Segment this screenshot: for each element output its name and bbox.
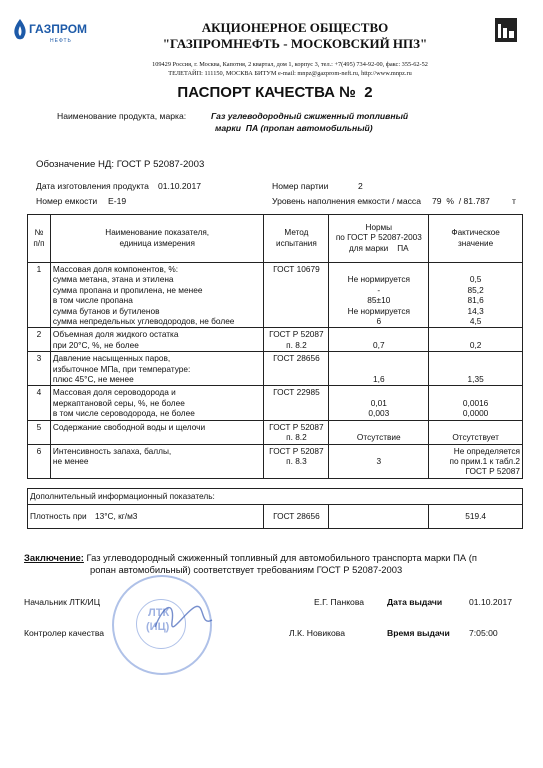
signature-scribble: [150, 592, 220, 642]
refinery-icon: [495, 18, 517, 42]
row-method: [264, 420, 329, 444]
cell-text: в том числе пропана: [52, 295, 133, 306]
stamp-text-2: (ИЦ): [146, 621, 170, 633]
cell-text: Интенсивность запаха, баллы,: [52, 445, 172, 456]
row-num: 6: [28, 444, 51, 478]
row-norm: [329, 263, 429, 328]
cell-text: плюс 45°С, не менее: [52, 374, 134, 385]
cell-text: [431, 353, 520, 363]
cell-text: Не определяется: [453, 445, 520, 456]
row-actual: [429, 444, 523, 478]
fill-level-value: 79 % / 81.787: [432, 196, 490, 206]
cell-text: ГОСТ 22985: [273, 387, 320, 398]
cell-text: [331, 329, 426, 339]
row-method: [264, 444, 329, 478]
conclusion-text-line2: ропан автомобильный) соответствует требованиям ГОСТ Р 52087-2003: [90, 564, 403, 575]
cell-text: ГОСТ Р 52087: [269, 445, 324, 456]
extra-info-row: [28, 488, 523, 504]
head-label: Начальник ЛТК/ИЦ: [24, 597, 101, 607]
cell-text: ГОСТ 10679: [273, 264, 320, 274]
cell-text: Массовая доля сероводорода и: [52, 387, 176, 398]
cell-text: 1,6: [373, 374, 385, 385]
cell-text: [331, 446, 426, 456]
cell-text: 81,6: [467, 295, 484, 306]
row-method: [264, 386, 329, 420]
cell-text: п. 8.2: [286, 339, 307, 350]
row-name: [50, 444, 264, 478]
table-row: [28, 386, 523, 420]
standard-designation: Обозначение НД: ГОСТ Р 52087-2003: [36, 159, 205, 170]
quality-table: [27, 214, 523, 529]
issue-time-value: 7:05:00: [469, 628, 498, 638]
cell-text: 0,5: [469, 274, 482, 285]
header-cell-text: Метод: [284, 228, 309, 238]
cell-text: п. 8.3: [286, 455, 307, 466]
fill-level-unit: т: [512, 196, 516, 206]
density-value: 519.4: [429, 504, 523, 528]
header-cell-text: для марки ПА: [349, 243, 409, 253]
cell-text: 85,2: [467, 284, 484, 295]
row-num: 1: [28, 263, 51, 328]
cell-text: [331, 353, 426, 363]
cell-text: [331, 422, 426, 432]
company-logo: [10, 18, 92, 48]
cell-text: [431, 422, 520, 432]
address-line2: ТЕЛЕТАЙП: 111150, МОСКВА БИТУМ e-mail: mnpz@gazprom-neft.ru, http://www.mnpz.ru: [168, 70, 412, 77]
cell-text: Не нормируется: [347, 274, 410, 285]
row-method: [264, 263, 329, 328]
table-row: [28, 444, 523, 478]
batch-number-label: Номер партии: [272, 181, 329, 191]
address-line1: 109429 Россия, г. Москва, Капотня, 2 квартал, дом 1, корпус 3, тел.: +7(495) 734-92-00, факс: 355-62-52: [152, 61, 428, 68]
conclusion-label: Заключение:: [24, 552, 84, 563]
cell-text: [331, 264, 426, 274]
header-method: [264, 215, 329, 263]
header-cell-text: п/п: [33, 238, 45, 248]
cell-text: избыточное МПа, при температуре:: [52, 363, 191, 374]
cell-text: [331, 387, 426, 397]
cell-text: сумма метана, этана и этилена: [52, 274, 174, 285]
production-date-value: 01.10.2017: [158, 181, 202, 191]
cell-text: -: [377, 284, 381, 295]
table-spacer-row: [28, 478, 523, 488]
controller-label: Контролер качества: [24, 628, 105, 638]
cell-text: 0,01: [370, 397, 387, 408]
header-name: [50, 215, 264, 263]
extra-info-label: Дополнительный информационный показатель:: [28, 488, 523, 504]
company-name-line2: "ГАЗПРОМНЕФТЬ - МОСКОВСКИЙ НПЗ": [162, 36, 428, 51]
cell-text: Не нормируется: [347, 305, 410, 316]
table-row: [28, 420, 523, 444]
head-name: Е.Г. Панкова: [314, 597, 365, 607]
row-actual: [429, 420, 523, 444]
refinery-emblem: [495, 18, 517, 42]
cell-text: [431, 364, 520, 374]
cell-text: 14,3: [467, 305, 484, 316]
row-name: [50, 328, 264, 352]
table-row: [28, 352, 523, 386]
row-norm: [329, 328, 429, 352]
cell-text: ГОСТ 28656: [273, 353, 320, 364]
product-value-line2: марки ПА (пропан автомобильный): [215, 123, 373, 133]
header-cell-text: Фактическое: [451, 228, 500, 238]
density-norm: [329, 504, 429, 528]
header-cell-text: Наименование показателя,: [105, 228, 210, 238]
density-label-suffix: °С, кг/м3: [104, 511, 138, 522]
row-method: [264, 352, 329, 386]
header-cell-text: по ГОСТ Р 52087-2003: [335, 233, 422, 243]
header-actual: [429, 215, 523, 263]
cell-text: при 20°С, %, не более: [52, 339, 139, 350]
cell-text: [431, 329, 520, 339]
row-num: 2: [28, 328, 51, 352]
density-method: ГОСТ 28656: [264, 504, 329, 528]
row-num: 3: [28, 352, 51, 386]
cell-text: меркаптановой серы, %, не более: [52, 397, 185, 408]
cell-text: 0,003: [368, 408, 390, 419]
header-cell-text: единица измерения: [119, 238, 195, 248]
stamp-text-1: ЛТК: [148, 607, 170, 619]
conclusion: [24, 552, 529, 576]
cell-text: 0,0000: [462, 408, 489, 419]
cell-text: Давление насыщенных паров,: [52, 353, 171, 364]
controller-name: Л.К. Новикова: [289, 628, 346, 638]
row-name: [50, 420, 264, 444]
row-actual: [429, 328, 523, 352]
cell-text: ГОСТ Р 52087: [269, 421, 324, 432]
product-value-line1: Газ углеводородный сжиженный топливный: [211, 111, 409, 121]
header-norm: [329, 215, 429, 263]
table-header-row: [28, 215, 523, 263]
row-name: [50, 386, 264, 420]
cell-text: 6: [376, 316, 382, 327]
logo-subtext: НЕФТЬ: [50, 38, 72, 44]
header-cell-text: испытания: [276, 238, 317, 248]
cell-text: по прим.1 к табл.2: [449, 455, 520, 466]
cell-text: Отсутствует: [452, 432, 499, 443]
cell-text: Массовая доля компонентов, %:: [52, 264, 179, 274]
density-label-prefix: Плотность при: [30, 511, 87, 522]
tank-number-label: Номер емкости: [36, 196, 98, 206]
cell-text: Содержание свободной воды и щелочи: [52, 421, 206, 432]
company-name-line1: АКЦИОНЕРНОЕ ОБЩЕСТВО: [201, 20, 389, 35]
issue-date-value: 01.10.2017: [469, 597, 513, 607]
product-label: Наименование продукта, марка:: [57, 111, 187, 121]
density-temperature: 13: [94, 511, 105, 522]
cell-text: Отсутствие: [356, 432, 401, 443]
fill-level-label: Уровень наполнения емкости / масса: [272, 196, 421, 206]
row-name: [50, 263, 264, 328]
cell-text: 0,0016: [462, 397, 489, 408]
table-row: [28, 263, 523, 328]
cell-text: ГОСТ Р 52087: [269, 329, 324, 340]
table-row: [28, 328, 523, 352]
cell-text: сумма пропана и пропилена, не менее: [52, 284, 203, 295]
header-cell-text: Нормы: [365, 222, 393, 232]
row-method: [264, 328, 329, 352]
flame-icon: [10, 18, 30, 46]
cell-text: сумма бутанов и бутиленов: [52, 305, 160, 316]
cell-text: 4,5: [469, 316, 482, 327]
cell-text: п. 8.2: [286, 432, 307, 443]
header-num: [28, 215, 51, 263]
cell-text: не менее: [52, 455, 89, 466]
density-row: [28, 504, 523, 528]
header-cell-text: №: [34, 228, 44, 238]
cell-text: 85±10: [367, 295, 391, 306]
row-norm: [329, 420, 429, 444]
row-actual: [429, 263, 523, 328]
row-actual: [429, 386, 523, 420]
row-norm: [329, 352, 429, 386]
issue-date-label: Дата выдачи: [387, 597, 443, 607]
header-cell-text: значение: [458, 238, 494, 248]
cell-text: [331, 364, 426, 374]
cell-text: Объемная доля жидкого остатка: [52, 329, 179, 340]
cell-text: сумма непредельных углеводородов, не более: [52, 316, 235, 327]
row-num: 5: [28, 420, 51, 444]
conclusion-text-line1: Газ углеводородный сжиженный топливный для автомобильного транспорта марки ПА (п: [86, 552, 477, 563]
spacer-cell: [28, 478, 523, 488]
logo-text: ГАЗПРОМ: [29, 22, 88, 36]
cell-text: 0,2: [469, 339, 482, 350]
issue-time-label: Время выдачи: [387, 628, 450, 638]
cell-text: 1,35: [467, 374, 484, 385]
cell-text: [431, 387, 520, 397]
row-norm: [329, 444, 429, 478]
cell-text: в том числе сероводорода, не более: [52, 408, 195, 419]
cell-text: [431, 264, 520, 274]
tank-number-value: Е-19: [108, 196, 127, 206]
cell-text: 3: [376, 455, 382, 466]
density-label: [28, 504, 264, 528]
row-actual: [429, 352, 523, 386]
row-name: [50, 352, 264, 386]
row-norm: [329, 386, 429, 420]
document-title: ПАСПОРТ КАЧЕСТВА № 2: [177, 84, 373, 101]
production-date-label: Дата изготовления продукта: [36, 181, 149, 191]
row-num: 4: [28, 386, 51, 420]
cell-text: ГОСТ Р 52087: [465, 466, 520, 477]
batch-number-value: 2: [358, 181, 363, 191]
cell-text: 0,7: [373, 339, 385, 350]
